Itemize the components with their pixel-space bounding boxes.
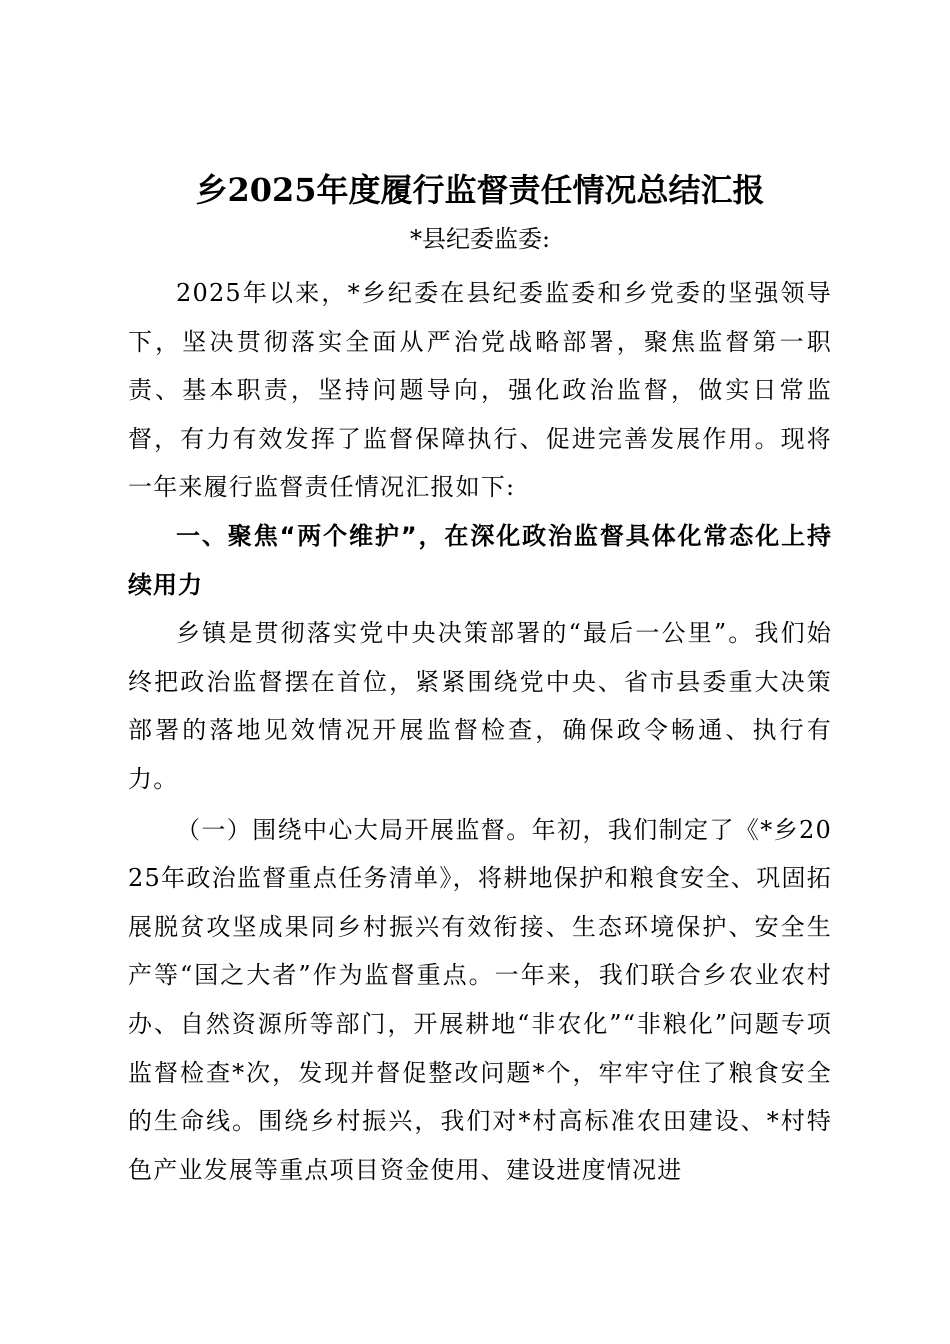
section-1-heading: 一、聚焦“两个维护”，在深化政治监督具体化常态化上持续用力	[128, 521, 832, 599]
section-1-paragraph: 乡镇是贯彻落实党中央决策部署的“最后一公里”。我们始终把政治监督摆在首位，紧紧围绕党中央、省市县委重大决策部署的落地见效情况开展监督检查，确保政令畅通、执行有力。	[128, 619, 832, 793]
subsection-1-paragraph: （一）围绕中心大局开展监督。年初，我们制定了《*乡2025年政治监督重点任务清单》，将耕地保护和粮食安全、巩固拓展脱贫攻坚成果同乡村振兴有效衔接、生态环境保护、安全生产等“国之大者”作为监督重点。一年来，我们联合乡农业农村办、自然资源所等部门，开展耕地“非农化”“非粮化”问题专项监督检查*次，发现并督促整改问题*个，牢牢守住了粮食安全的生命线。围绕乡村振兴，我们对*村高标准农田建设、*村特色产业发展等重点项目资金使用、建设进度情况进	[128, 815, 832, 1184]
intro-paragraph: 2025年以来，*乡纪委在县纪委监委和乡党委的坚强领导下，坚决贯彻落实全面从严治党战略部署，聚焦监督第一职责、基本职责，坚持问题导向，强化政治监督，做实日常监督，有力有效发挥了监督保障执行、促进完善发展作用。现将一年来履行监督责任情况汇报如下:	[128, 279, 832, 502]
addressee: *县纪委监委:	[409, 225, 551, 253]
document-title: 乡2025年度履行监督责任情况总结汇报	[195, 171, 765, 209]
